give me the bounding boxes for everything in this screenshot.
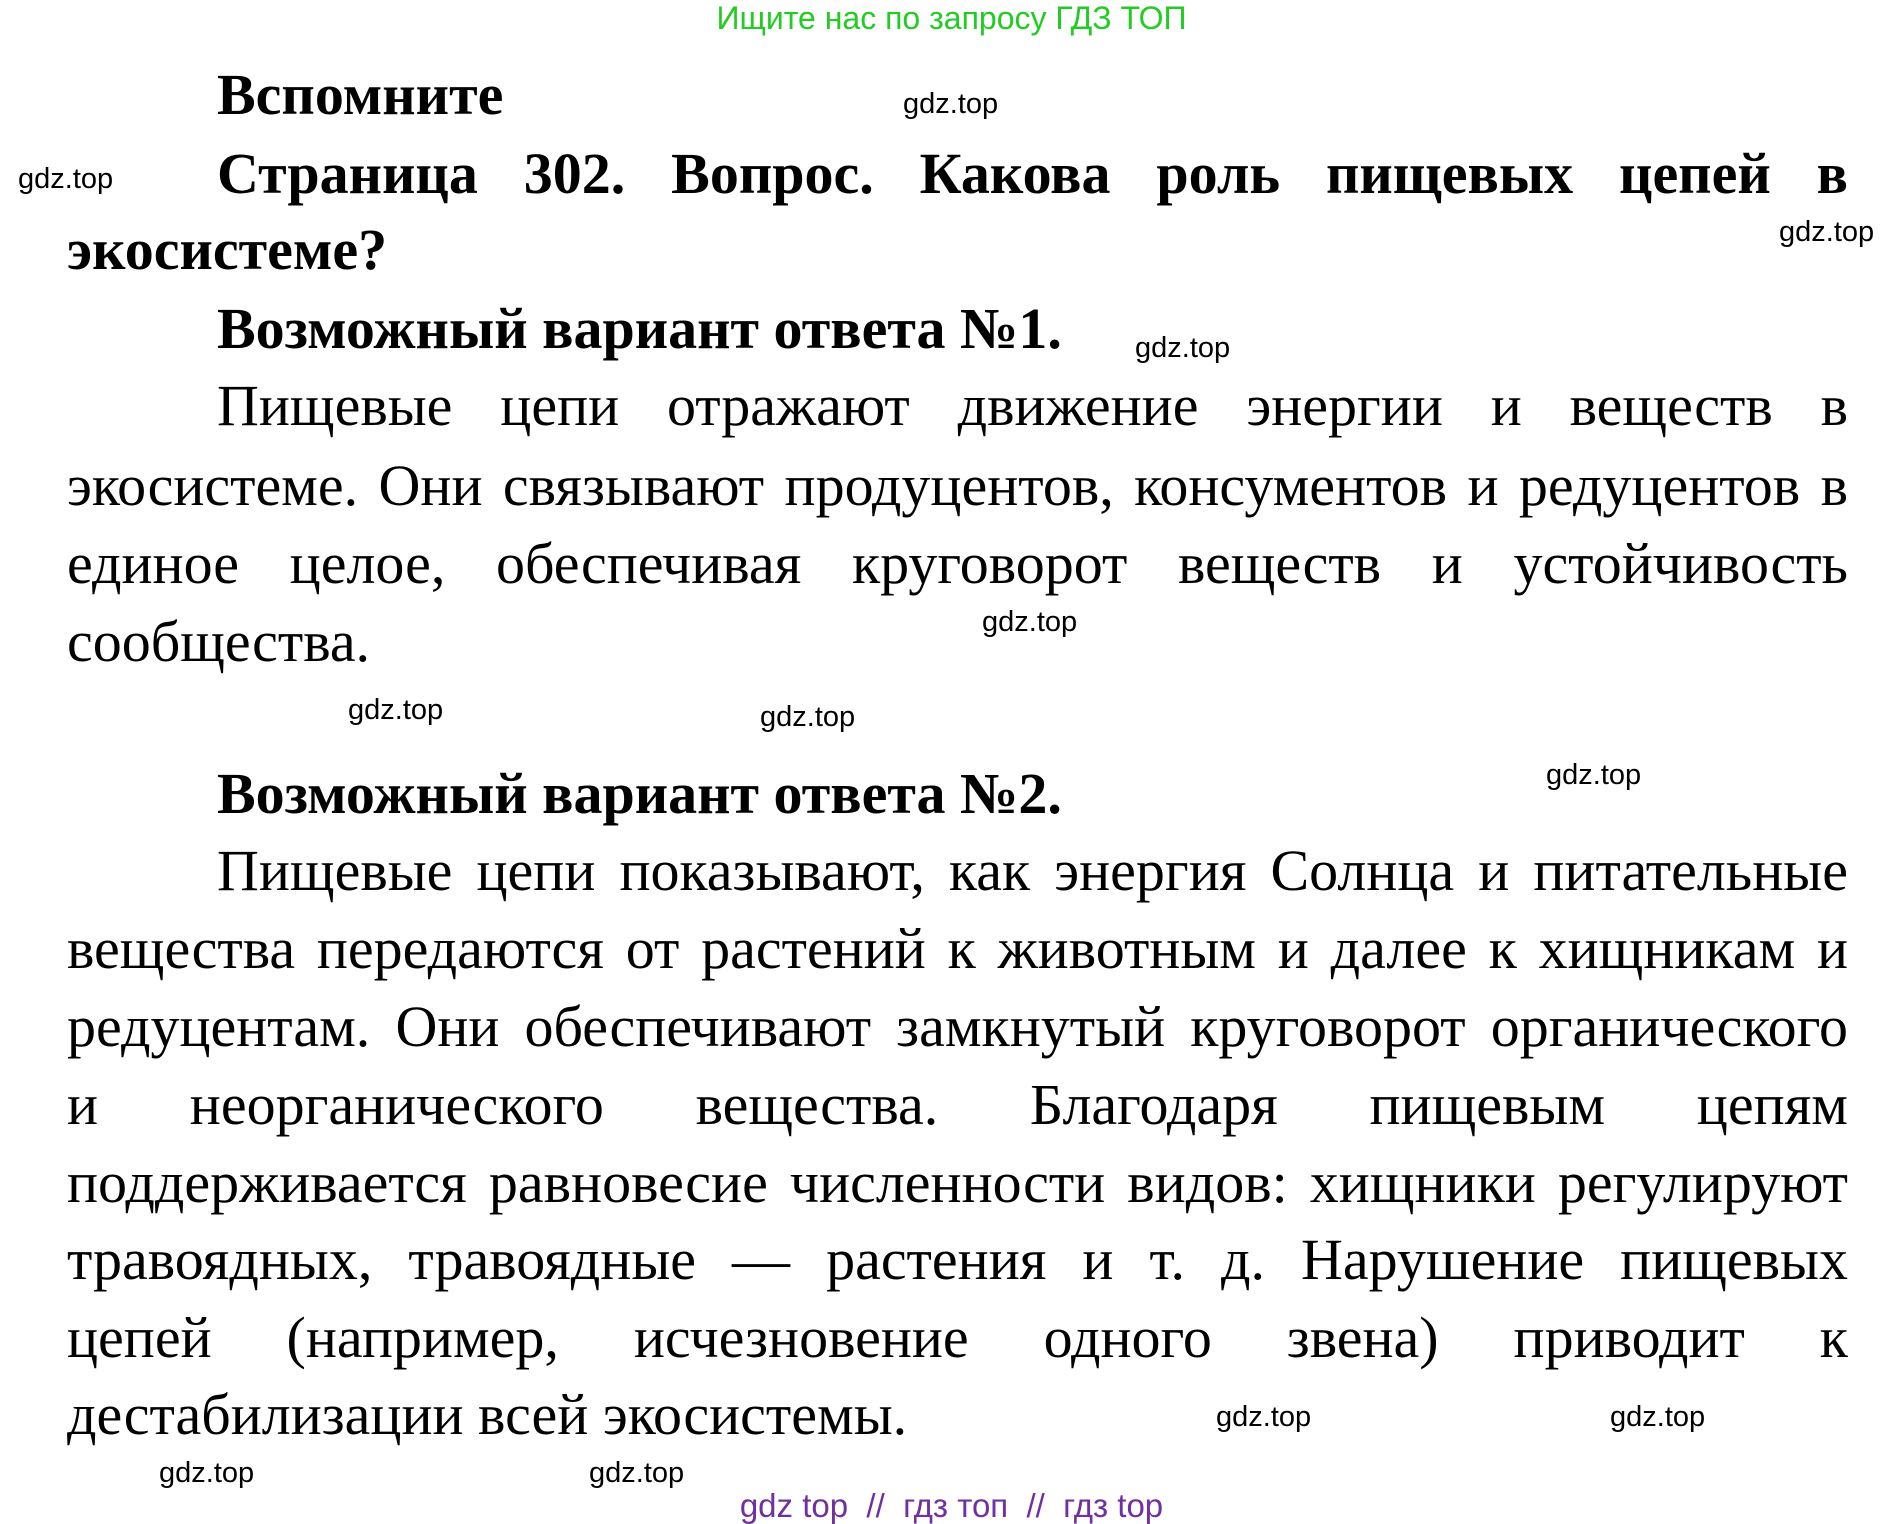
watermark: gdz.top [982, 606, 1078, 638]
watermark: gdz.top [1135, 332, 1231, 364]
answer2-line: травоядных, травоядные — растения и т. д. Нарушение пищевых [67, 1227, 1848, 1292]
watermark: gdz.top [589, 1457, 685, 1489]
question-line: Страница 302. Вопрос. Какова роль пищевых цепей в [217, 141, 1848, 206]
answer1-line: единое целое, обеспечивая круговорот веществ и устойчивость [67, 531, 1848, 596]
watermark: gdz.top [1216, 1401, 1312, 1433]
watermark: gdz.top [1779, 216, 1875, 248]
answer2-line: поддерживается равновесие численности видов: хищники регулируют [67, 1150, 1848, 1215]
answer2-title: Возможный вариант ответа №2. [217, 761, 1062, 826]
watermark: gdz.top [18, 163, 114, 195]
question-line: экосистеме? [67, 217, 388, 282]
top-banner: Ищите нас по запросу ГДЗ ТОП [716, 0, 1187, 36]
answer1-line: экосистеме. Они связывают продуцентов, консументов и редуцентов в [67, 453, 1848, 518]
answer2-line: и неорганического вещества. Благодаря пищевым цепям [67, 1072, 1848, 1137]
answer1-title: Возможный вариант ответа №1. [217, 296, 1062, 361]
answer2-line: редуцентам. Они обеспечивают замкнутый круговорот органического [67, 994, 1848, 1059]
watermark: gdz.top [903, 88, 999, 120]
footer-links: gdz top // гдз топ // гдз top [739, 1487, 1164, 1524]
watermark: gdz.top [1610, 1401, 1706, 1433]
answer2-line: цепей (например, исчезновение одного звена) приводит к [67, 1305, 1848, 1370]
watermark: gdz.top [1546, 759, 1642, 791]
answer2-line: дестабилизации всей экосистемы. [67, 1382, 908, 1447]
watermark: gdz.top [760, 701, 856, 733]
answer2-line: Пищевые цепи показывают, как энергия Солнца и питательные [217, 838, 1848, 903]
answer1-line: Пищевые цепи отражают движение энергии и веществ в [217, 373, 1848, 438]
answer1-line: сообщества. [67, 609, 371, 674]
heading: Вспомните [217, 62, 504, 127]
answer2-line: вещества передаются от растений к животным и далее к хищникам и [67, 916, 1848, 981]
watermark: gdz.top [159, 1457, 255, 1489]
watermark: gdz.top [348, 694, 444, 726]
